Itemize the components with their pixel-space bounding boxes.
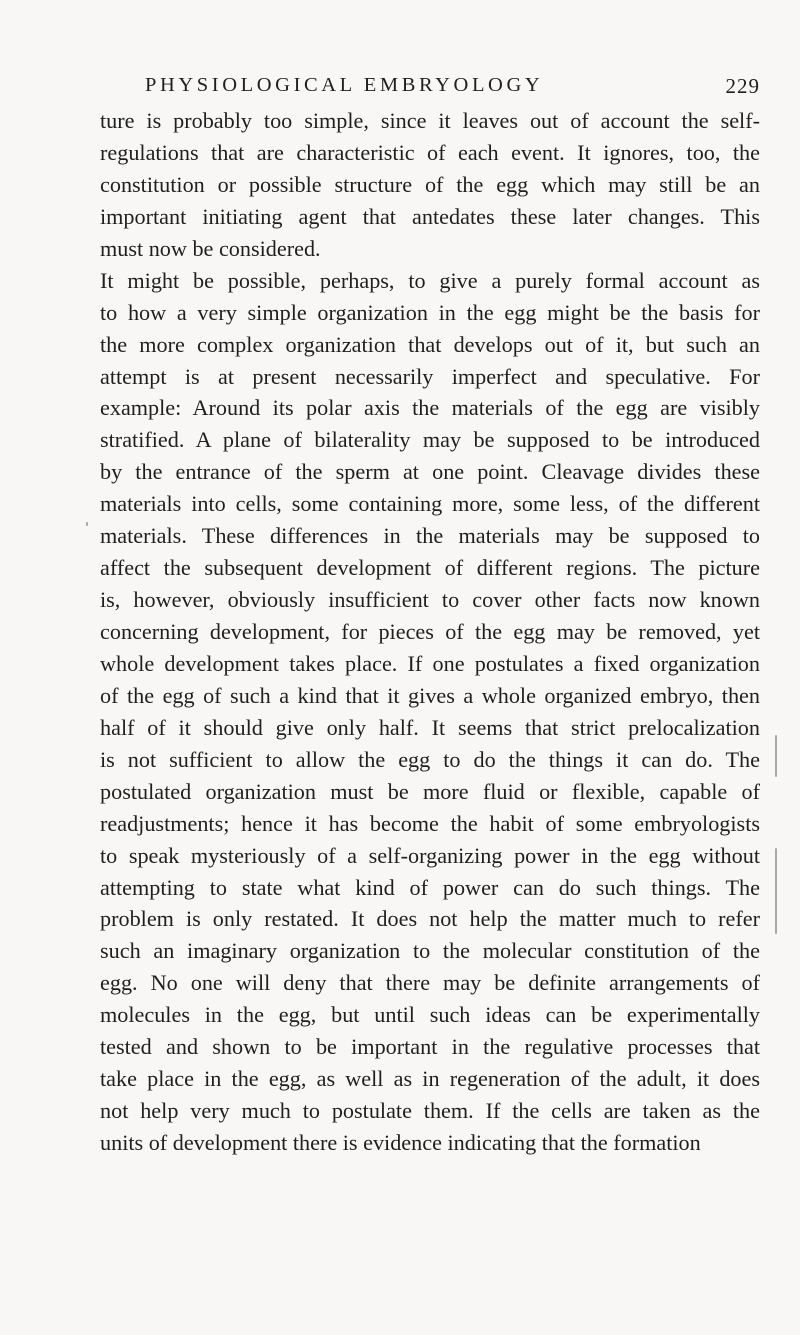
text-line: to speak mysteriously of a self-organizing power in the egg without <box>100 842 760 868</box>
text-line: is, however, obviously insufficient to cover other facts now known <box>100 587 760 613</box>
page-speck <box>775 848 777 934</box>
body-text <box>100 105 760 1159</box>
text-line: of the egg of such a kind that it gives a whole organized embryo, then <box>100 682 760 708</box>
text-line: attempting to state what kind of power can do such things. The <box>100 874 760 900</box>
text-line: affect the subsequent development of different regions. The picture <box>100 555 760 581</box>
text-line: egg. No one will deny that there may be definite arrangements of <box>100 970 760 996</box>
text-line: to how a very simple organization in the egg might be the basis for <box>100 299 760 325</box>
page-number: 229 <box>725 74 760 98</box>
text-line: regulations that are characteristic of each event. It ignores, too, the <box>100 139 760 165</box>
text-line: problem is only restated. It does not help the matter much to refer <box>100 906 760 932</box>
text-line: units of development there is evidence indicating that the formation <box>100 1130 701 1155</box>
text-line: molecules in the egg, but until such ideas can be experimentally <box>100 1002 760 1028</box>
text-line: stratified. A plane of bilaterality may be supposed to be introduced <box>100 427 760 453</box>
text-line: postulated organization must be more fluid or flexible, capable of <box>100 778 760 804</box>
text-line: readjustments; hence it has become the habit of some embryologists <box>100 810 760 836</box>
text-line: ture is probably too simple, since it leaves out of account the self- <box>100 108 760 133</box>
page-speck <box>86 522 88 526</box>
text-line: constitution or possible structure of the egg which may still be an <box>100 171 760 197</box>
text-line: whole development takes place. If one postulates a fixed organization <box>100 650 760 676</box>
text-line: concerning development, for pieces of the egg may be removed, yet <box>100 619 760 644</box>
text-line: It might be possible, perhaps, to give a purely formal account as <box>100 267 760 293</box>
text-line: is not sufficient to allow the egg to do the things it can do. The <box>100 746 760 772</box>
text-line: half of it should give only half. It seems that strict prelocalization <box>100 714 760 740</box>
text-line: materials. These differences in the materials may be supposed to <box>100 523 760 549</box>
text-line: the more complex organization that develops out of it, but such an <box>100 331 760 357</box>
text-line: take place in the egg, as well as in regeneration of the adult, it does <box>100 1066 760 1092</box>
running-title: PHYSIOLOGICAL EMBRYOLOGY <box>145 74 544 96</box>
text-line: by the entrance of the sperm at one point. Cleavage divides these <box>100 459 760 485</box>
text-line: materials into cells, some containing more, some less, of the different <box>100 491 760 517</box>
text-line: such an imaginary organization to the molecular constitution of the <box>100 938 760 964</box>
page-speck <box>775 735 777 777</box>
text-line: tested and shown to be important in the regulative processes that <box>100 1034 760 1060</box>
text-line: must now be considered. <box>100 235 321 261</box>
running-head <box>145 74 760 104</box>
text-line: not help very much to postulate them. If the cells are taken as the <box>100 1098 760 1124</box>
text-line: important initiating agent that antedates these later changes. This <box>100 203 760 229</box>
text-line: attempt is at present necessarily imperfect and speculative. For <box>100 363 760 389</box>
text-line: example: Around its polar axis the materials of the egg are visibly <box>100 395 760 421</box>
